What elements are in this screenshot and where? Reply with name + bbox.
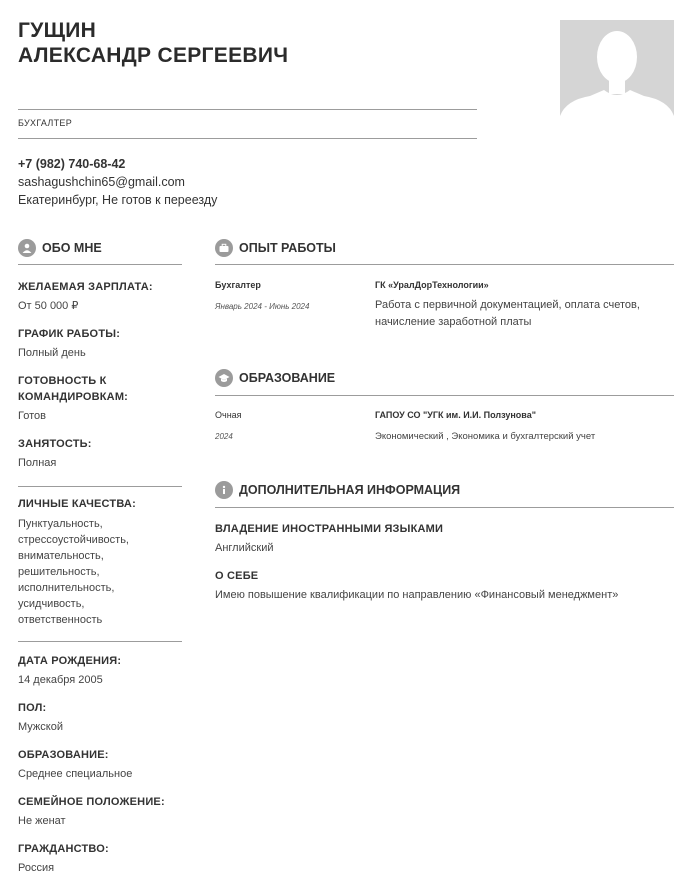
divider <box>18 264 182 265</box>
additional-section-title <box>215 481 460 499</box>
languages-label: ВЛАДЕНИЕ ИНОСТРАННЫМИ ЯЗЫКАМИ <box>215 523 444 535</box>
job-period: Январь 2024 - Июнь 2024 <box>215 302 310 311</box>
divider <box>215 395 674 396</box>
info-icon <box>215 481 233 499</box>
gender-item: ПОЛ: Мужской <box>18 702 63 733</box>
education-title-text: ОБРАЗОВАНИЕ <box>239 371 336 385</box>
education-level-item: ОБРАЗОВАНИЕ: Среднее специальное <box>18 749 133 780</box>
additional-title-text: ДОПОЛНИТЕЛЬНАЯ ИНФОРМАЦИЯ <box>239 483 461 497</box>
job-role: Бухгалтер <box>215 280 261 290</box>
birth-date-item: ДАТА РОЖДЕНИЯ: 14 декабря 2005 <box>18 655 122 686</box>
citizenship-item: ГРАЖДАНСТВО: Россия <box>18 843 109 874</box>
about-self-value: Имею повышение квалификации по направлению «Финансовый менеджмент» <box>215 589 619 601</box>
about-self-label: О СЕБЕ <box>215 570 259 582</box>
divider <box>215 507 674 508</box>
about-title-text: ОБО МНЕ <box>42 241 102 255</box>
phone[interactable]: +7 (982) 740-68-42 <box>18 157 126 171</box>
divider <box>18 641 182 642</box>
divider <box>18 138 477 139</box>
salary-item: ЖЕЛАЕМАЯ ЗАРПЛАТА: От 50 000 ₽ <box>18 281 153 312</box>
education-specialty: Экономический , Экономика и бухгалтерский учет <box>375 431 596 442</box>
experience-section-title <box>215 239 336 257</box>
education-form: Очная <box>215 410 242 420</box>
personal-block <box>18 653 188 876</box>
additional-block <box>215 521 675 603</box>
about-section-title <box>18 239 102 257</box>
employment-item: ЗАНЯТОСТЬ: Полная <box>18 438 92 469</box>
person-silhouette-icon <box>560 20 674 127</box>
divider <box>18 109 477 110</box>
graduation-cap-icon <box>215 369 233 387</box>
job-position: БУХГАЛТЕР <box>18 118 73 128</box>
schedule-item: ГРАФИК РАБОТЫ: Полный день <box>18 328 121 359</box>
surname: ГУЩИН <box>18 19 97 42</box>
briefcase-icon <box>215 239 233 257</box>
given-names: АЛЕКСАНДР СЕРГЕЕВИЧ <box>18 44 289 67</box>
business-trips-item: ГОТОВНОСТЬ К КОМАНДИРОВКАМ: Готов <box>18 375 129 422</box>
languages-value: Английский <box>215 542 274 554</box>
email[interactable]: sashagushchin65@gmail.com <box>18 175 185 189</box>
qualities-item: ЛИЧНЫЕ КАЧЕСТВА: Пунктуальность, стрессоустойчивость, внимательность, решительность, исполнительность, усидчивость, ответственность <box>18 498 136 626</box>
about-block <box>18 279 188 471</box>
job-description: Работа с первичной документацией, оплата счетов, начисление заработной платы <box>375 299 640 328</box>
education-section-title <box>215 369 335 387</box>
contacts <box>18 155 217 209</box>
job-company: ГК «УралДорТехнологии» <box>375 280 489 290</box>
location: Екатеринбург, Не готов к переезду <box>18 193 218 207</box>
divider <box>18 486 182 487</box>
divider <box>215 264 674 265</box>
avatar-placeholder <box>560 20 674 127</box>
experience-title-text: ОПЫТ РАБОТЫ <box>239 241 336 255</box>
full-name <box>18 18 288 68</box>
marital-status-item: СЕМЕЙНОЕ ПОЛОЖЕНИЕ: Не женат <box>18 796 165 827</box>
education-institution: ГАПОУ СО "УГК им. И.И. Ползунова" <box>375 410 536 420</box>
person-icon <box>18 239 36 257</box>
education-year: 2024 <box>215 432 233 441</box>
